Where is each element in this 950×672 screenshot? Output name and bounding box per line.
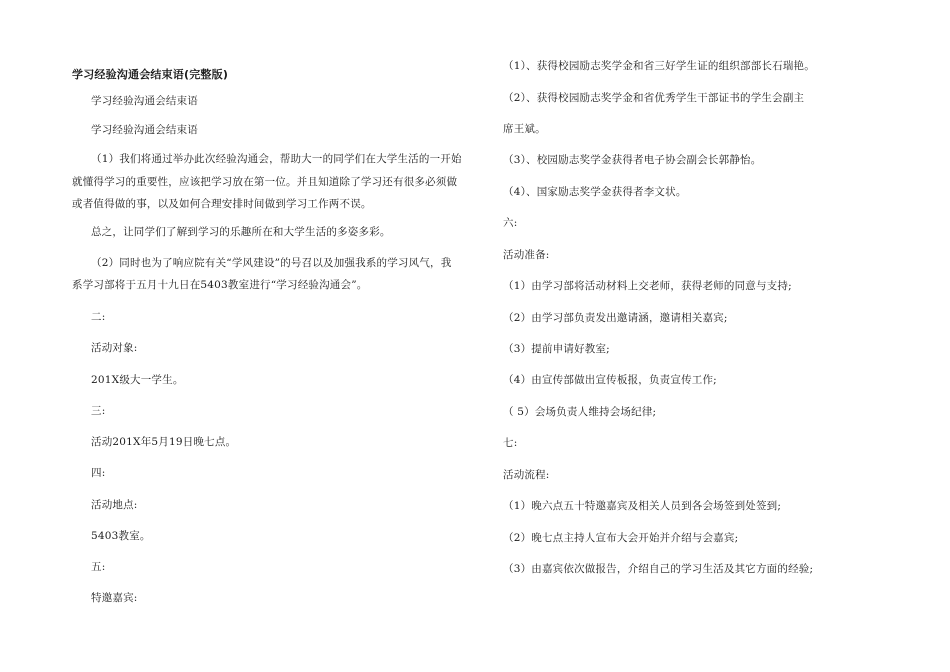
paragraph-1-line-2: 就懂得学习的重要性，应该把学习放在第一位。并且知道除了学习还有很多必须做 bbox=[72, 176, 458, 188]
guest-item-2-line-2: 席王斌。 bbox=[503, 123, 546, 135]
paragraph-1-line-1: （1）我们将通过举办此次经验沟通会，帮助大一的同学们在大学生活的一开始 bbox=[91, 153, 462, 165]
flow-item-2: （2）晚七点主持人宣布大会开始并介绍与会嘉宾; bbox=[503, 532, 739, 544]
preparation-item-4: （4）由宣传部做出宣传板报，负责宣传工作; bbox=[503, 374, 717, 386]
paragraph-3-line-1: （2）同时也为了响应院有关“学风建设”的号召以及加强我系的学习风气，我 bbox=[91, 257, 452, 269]
section-7-heading: 七: bbox=[503, 437, 518, 449]
section-2-heading: 二: bbox=[91, 311, 106, 323]
preparation-label: 活动准备: bbox=[503, 249, 550, 261]
guests-label: 特邀嘉宾: bbox=[91, 592, 138, 604]
paragraph-2: 总之，让同学们了解到学习的乐趣所在和大学生活的多姿多彩。 bbox=[91, 226, 391, 238]
guest-item-1: （1）、获得校园励志奖学金和省三好学生证的组织部部长石瑞艳。 bbox=[503, 60, 815, 72]
location-value: 5403教室。 bbox=[91, 530, 151, 542]
audience-label: 活动对象: bbox=[91, 342, 138, 354]
flow-label: 活动流程: bbox=[503, 469, 550, 481]
section-3-heading: 三: bbox=[91, 405, 106, 417]
section-5-heading: 五: bbox=[91, 561, 106, 573]
paragraph-1-line-3: 或者值得做的事，以及如何合理安排时间做到学习工作两不误。 bbox=[72, 198, 372, 210]
preparation-item-3: （3）提前申请好教室; bbox=[503, 343, 610, 355]
audience-value: 201X级大一学生。 bbox=[91, 374, 184, 386]
flow-item-3: （3）由嘉宾依次做报告，介绍自己的学习生活及其它方面的经验; bbox=[503, 563, 814, 575]
preparation-item-5: （ 5）会场负责人维持会场纪律; bbox=[503, 406, 657, 418]
flow-item-1: （1）晚六点五十特邀嘉宾及相关人员到各会场签到处签到; bbox=[503, 500, 782, 512]
section-4-heading: 四: bbox=[91, 467, 106, 479]
subtitle-2: 学习经验沟通会结束语 bbox=[91, 124, 198, 136]
section-6-heading: 六: bbox=[503, 217, 518, 229]
guest-item-3: （3）、校园励志奖学金获得者电子协会副会长郭静怡。 bbox=[503, 154, 762, 166]
location-label: 活动地点: bbox=[91, 499, 138, 511]
preparation-item-1: （1）由学习部将活动材料上交老师，获得老师的同意与支持; bbox=[503, 280, 792, 292]
guest-item-4: （4）、国家励志奖学金获得者李文状。 bbox=[503, 186, 687, 198]
paragraph-3-line-2: 系学习部将于五月十九日在5403教室进行“学习经验沟通会”。 bbox=[72, 279, 368, 291]
document-title: 学习经验沟通会结束语(完整版) bbox=[72, 68, 229, 81]
subtitle-1: 学习经验沟通会结束语 bbox=[91, 95, 198, 107]
guest-item-2-line-1: （2）、获得校园励志奖学金和省优秀学生干部证书的学生会副主 bbox=[503, 92, 805, 104]
time-value: 活动201X年5月19日晚七点。 bbox=[91, 436, 237, 448]
preparation-item-2: （2）由学习部负责发出邀请涵，邀请相关嘉宾; bbox=[503, 312, 728, 324]
